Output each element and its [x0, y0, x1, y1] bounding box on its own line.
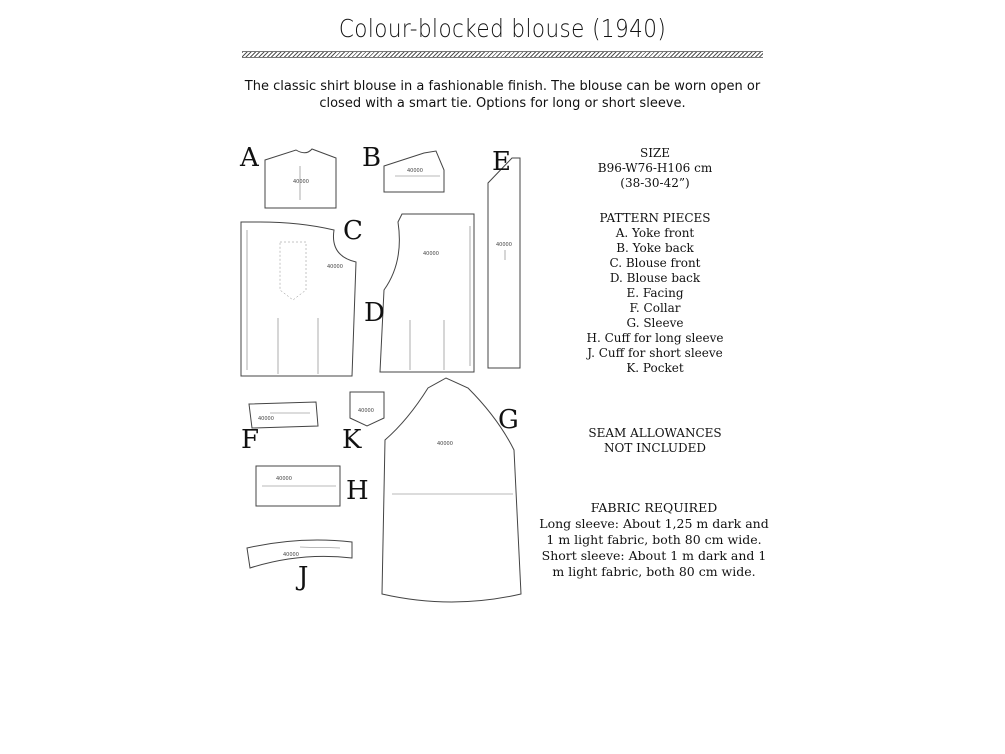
piece-collar: [249, 402, 318, 428]
piece-h-logo: 40000: [276, 476, 292, 482]
list-item: D. Blouse back: [609, 271, 701, 285]
piece-f-logo: 40000: [258, 416, 274, 422]
piece-k-logo: 40000: [358, 408, 374, 414]
fabric-heading: FABRIC REQUIRED: [590, 500, 718, 515]
list-item: H. Cuff for long sleeve: [586, 331, 724, 345]
piece-d-logo: 40000: [423, 251, 439, 257]
piece-g-logo: 40000: [437, 441, 453, 447]
piece-e-logo: 40000: [496, 242, 512, 248]
label-piece-j: J: [298, 562, 309, 592]
label-piece-b: B: [362, 143, 382, 173]
label-piece-h: H: [346, 476, 369, 506]
list-item: J. Cuff for short sleeve: [587, 346, 723, 360]
piece-blouse-front: [241, 222, 356, 376]
piece-b-logo: 40000: [407, 168, 423, 174]
fabric-line-4: m light fabric, both 80 cm wide.: [552, 564, 756, 579]
label-piece-g: G: [498, 405, 519, 435]
pattern-pieces-block: [560, 211, 750, 376]
fabric-line-3: Short sleeve: About 1 m dark and 1: [541, 548, 767, 563]
list-item: E. Facing: [626, 286, 684, 300]
label-piece-a: A: [240, 143, 259, 173]
label-piece-k: K: [342, 425, 362, 455]
label-piece-d: D: [364, 298, 385, 328]
fabric-line-1: Long sleeve: About 1,25 m dark and: [539, 516, 769, 531]
seam-allowances-block: [560, 426, 750, 456]
piece-j-logo: 40000: [283, 552, 299, 558]
pattern-pieces-heading: PATTERN PIECES: [599, 211, 711, 225]
seam-allowances-line-2: NOT INCLUDED: [603, 441, 706, 455]
label-piece-f: F: [241, 425, 260, 455]
size-inches: (38-30-42”): [620, 176, 690, 190]
size-block: [560, 146, 750, 191]
size-heading: SIZE: [639, 146, 671, 160]
label-piece-e: E: [492, 147, 511, 177]
seam-allowances-line-1: SEAM ALLOWANCES: [588, 426, 722, 440]
list-item: A. Yoke front: [615, 226, 695, 240]
fabric-line-2: 1 m light fabric, both 80 cm wide.: [546, 532, 762, 547]
fabric-block: [536, 500, 772, 580]
document-title: Colour-blocked blouse (1940): [338, 14, 667, 43]
list-item: F. Collar: [629, 301, 681, 315]
piece-facing: [488, 158, 520, 368]
list-item: G. Sleeve: [626, 316, 684, 330]
piece-a-logo: 40000: [293, 179, 309, 185]
list-item: C. Blouse front: [609, 256, 701, 270]
size-measurements: B96-W76-H106 cm: [597, 161, 713, 175]
list-item: B. Yoke back: [616, 241, 694, 255]
intro-text: The classic shirt blouse in a fashionable finish. The blouse can be worn open or closed with a smart tie. Options for long or short sleeve.: [244, 79, 761, 111]
list-item: K. Pocket: [626, 361, 684, 375]
label-piece-c: C: [343, 216, 363, 246]
piece-c-logo: 40000: [327, 264, 343, 270]
piece-blouse-back: [380, 214, 474, 372]
